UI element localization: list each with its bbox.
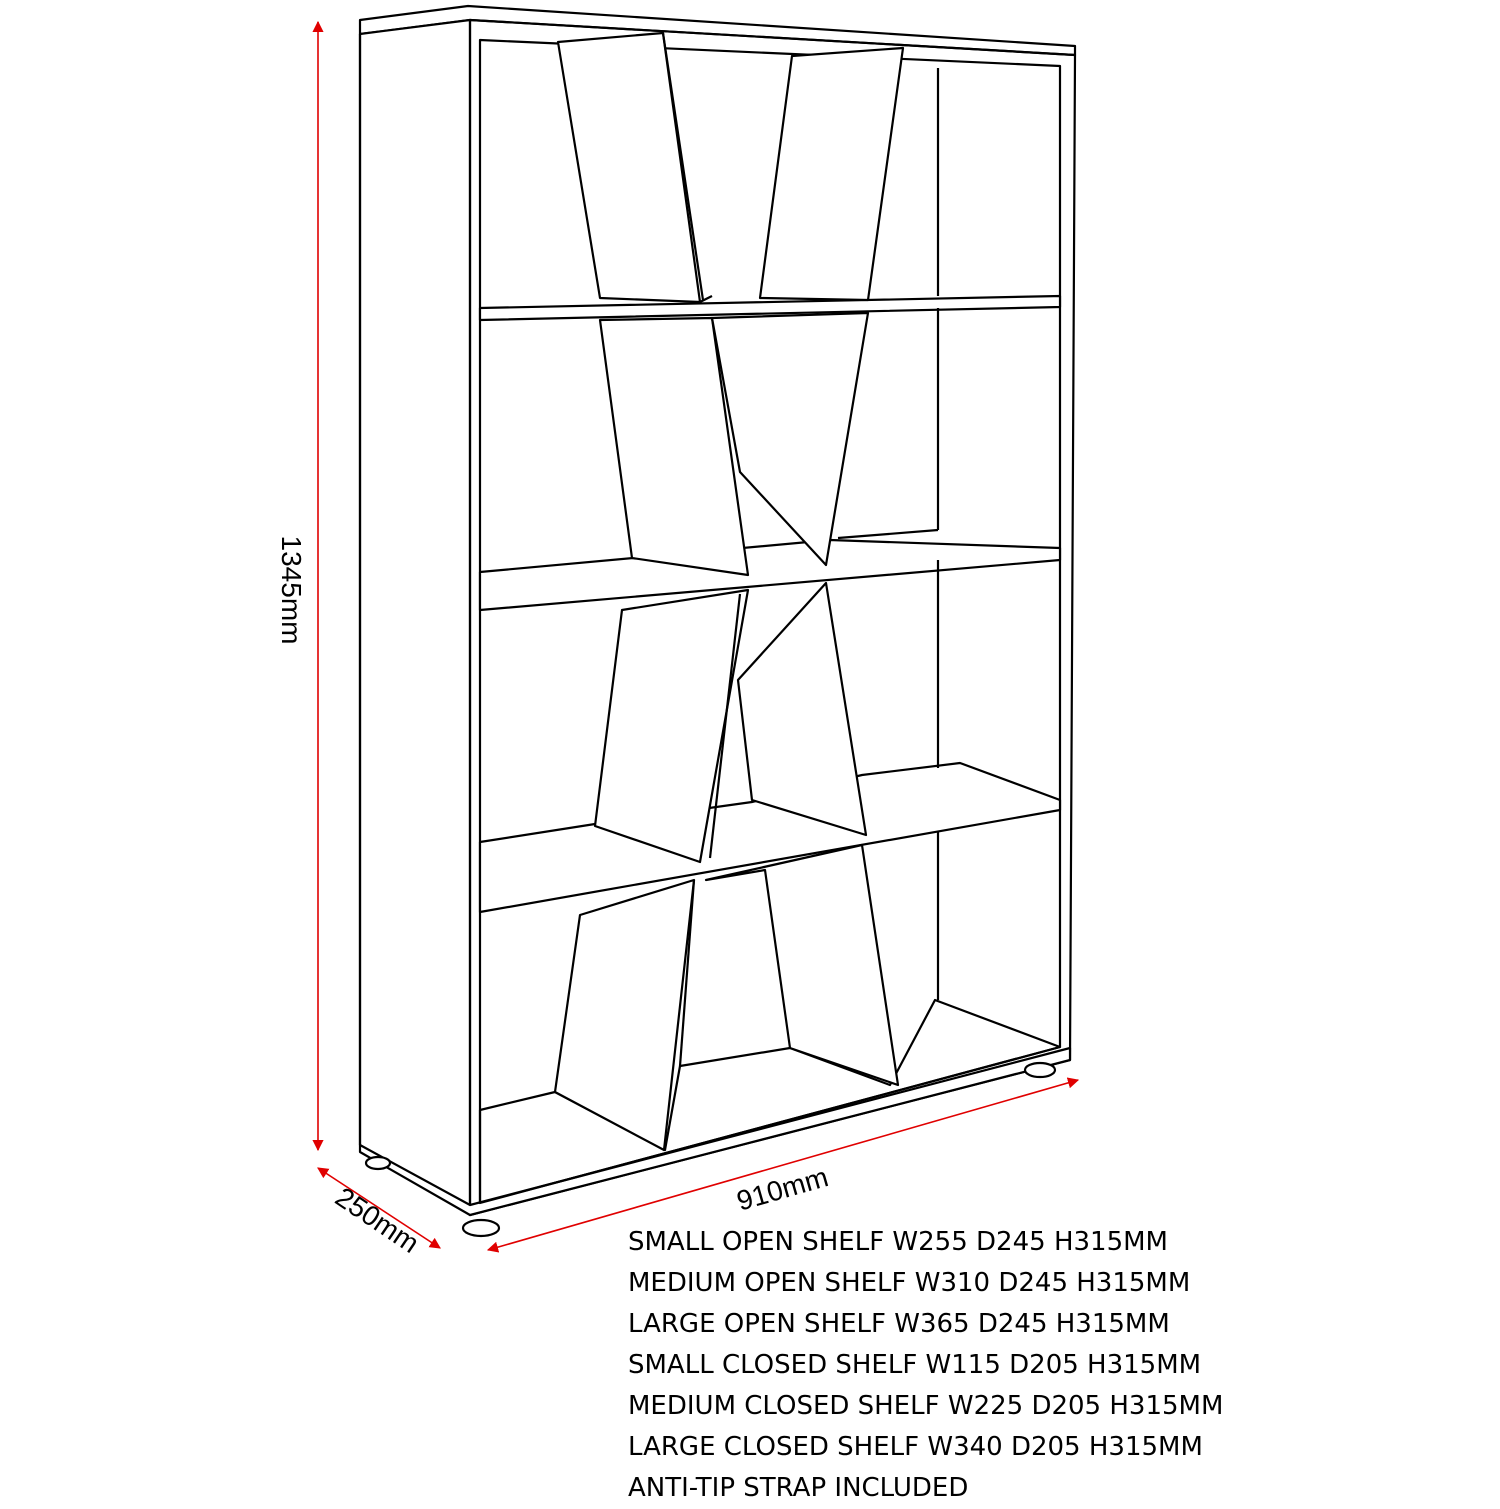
divider-panel (706, 845, 898, 1085)
bookcase-outline (360, 6, 1075, 1236)
shelf (480, 540, 1060, 610)
shelf-spec-list (628, 1222, 1223, 1509)
spec-line: SMALL OPEN SHELF W255 D245 H315MM (628, 1227, 1168, 1257)
spec-line: MEDIUM CLOSED SHELF W225 D205 H315MM (628, 1391, 1224, 1421)
foot (463, 1220, 499, 1236)
spec-line: SMALL CLOSED SHELF W115 D205 H315MM (628, 1350, 1202, 1380)
divider-panel (760, 48, 903, 300)
divider-panel (558, 33, 700, 302)
spec-line: LARGE CLOSED SHELF W340 D205 H315MM (628, 1432, 1203, 1462)
left-side-panel (360, 20, 470, 1215)
depth-label: 250mm (329, 1181, 425, 1260)
width-label: 910mm (733, 1161, 832, 1217)
height-label: 1345mm (276, 535, 307, 645)
spec-line: LARGE OPEN SHELF W365 D245 H315MM (628, 1309, 1170, 1339)
foot (366, 1157, 390, 1169)
spec-line: MEDIUM OPEN SHELF W310 D245 H315MM (628, 1268, 1191, 1298)
foot (1025, 1063, 1055, 1077)
divider-panel (738, 583, 866, 835)
spec-line: ANTI-TIP STRAP INCLUDED (628, 1473, 969, 1503)
